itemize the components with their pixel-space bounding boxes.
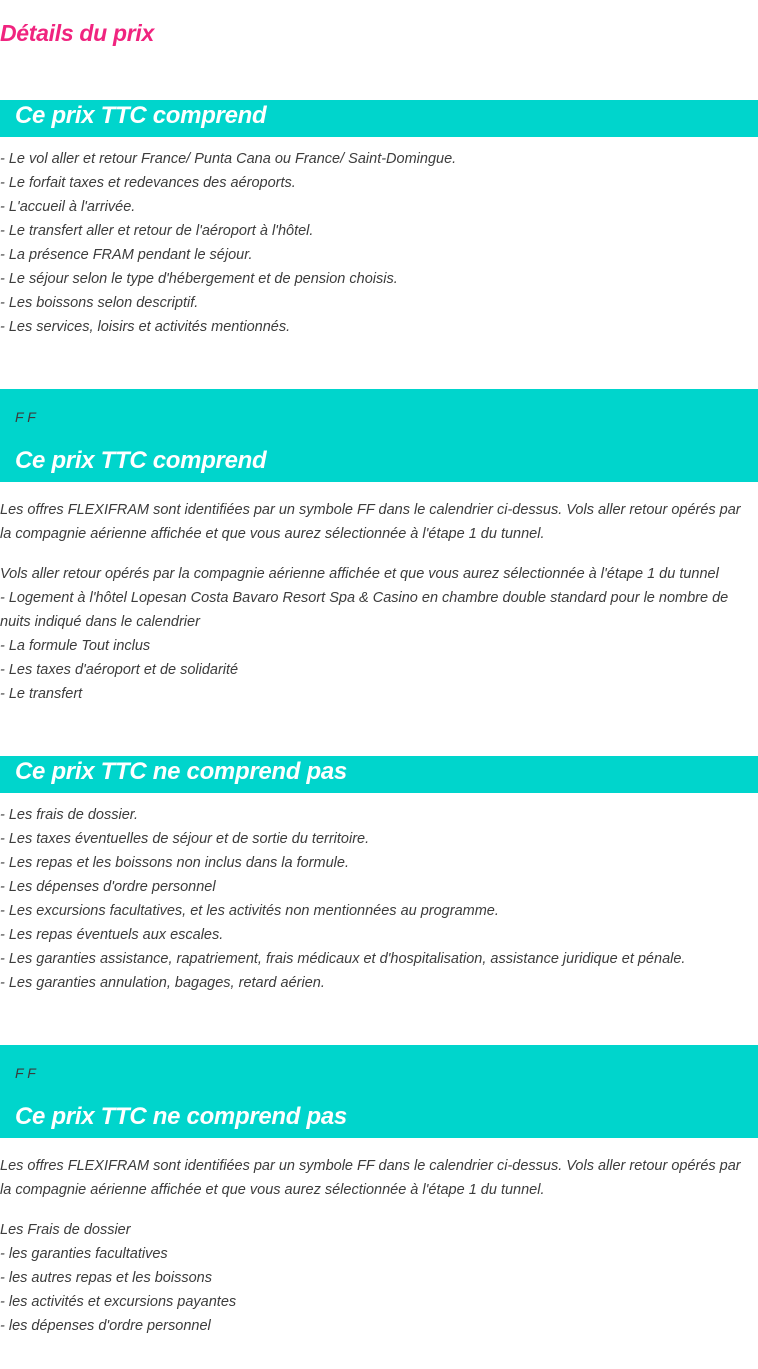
list-item: - Les boissons selon descriptif. (0, 295, 199, 311)
flexifram-label: F F (15, 1065, 36, 1081)
list-item: - Les garanties annulation, bagages, retard aérien. (0, 975, 325, 991)
list-item: - Les taxes éventuelles de séjour et de sortie du territoire. (0, 831, 370, 847)
section-header-excludes (0, 756, 758, 793)
flexifram-intro: Les offres FLEXIFRAM sont identifiées par un symbole FF dans le calendrier ci-dessus. Vols aller retour opérés par la compagnie aérienne affichée et que vous aurez sélectionnée à l'étape 1 du tunnel. (0, 502, 741, 542)
page-title: Détails du prix (0, 20, 154, 46)
section-header-ff-excludes (0, 1045, 758, 1138)
list-item: - Les repas éventuels aux escales. (0, 927, 224, 943)
list-item: - Les dépenses d'ordre personnel (0, 879, 216, 895)
section-title: Ce prix TTC comprend (15, 102, 267, 129)
flexifram-label: F F (15, 409, 36, 425)
section-title: Ce prix TTC comprend (15, 447, 267, 474)
list-item: - Les garanties assistance, rapatriement, frais médicaux et d'hospitalisation, assistance juridique et pénale. (0, 951, 686, 967)
list-item: - Le forfait taxes et redevances des aéroports. (0, 175, 296, 191)
list-item: - Les frais de dossier. (0, 807, 139, 823)
list-item: - Les excursions facultatives, et les activités non mentionnées au programme. (0, 903, 499, 919)
section-title: Ce prix TTC ne comprend pas (15, 758, 347, 785)
flexifram-excludes-details: Les Frais de dossier - les garanties facultatives - les autres repas et les boissons - les activités et excursions payantes - les dépenses d'ordre personnel (0, 1222, 237, 1334)
flexifram-includes-details: Vols aller retour opérés par la compagnie aérienne affichée et que vous aurez sélectionnée à l'étape 1 du tunnel - Logement à l'hôtel Lopesan Costa Bavaro Resort Spa & Casino en chambre double standard pour le nombre de nuits indiqué dans le calendrier - La formule Tout inclus - Les taxes d'aéroport et de solidarité - Le transfert (0, 566, 729, 702)
list-item: - Le séjour selon le type d'hébergement et de pension choisis. (0, 271, 398, 287)
excludes-list (0, 803, 758, 995)
list-item: - La présence FRAM pendant le séjour. (0, 247, 253, 263)
includes-list (0, 147, 758, 339)
section-header-includes (0, 100, 758, 137)
list-item: - Les services, loisirs et activités mentionnés. (0, 319, 291, 335)
list-item: - Le transfert aller et retour de l'aéroport à l'hôtel. (0, 223, 314, 239)
section-title: Ce prix TTC ne comprend pas (15, 1103, 347, 1130)
section-header-ff-includes (0, 389, 758, 482)
list-item: - Le vol aller et retour France/ Punta Cana ou France/ Saint-Domingue. (0, 151, 457, 167)
flexifram-intro: Les offres FLEXIFRAM sont identifiées par un symbole FF dans le calendrier ci-dessus. Vols aller retour opérés par la compagnie aérienne affichée et que vous aurez sélectionnée à l'étape 1 du tunnel. (0, 1158, 741, 1198)
list-item: - Les repas et les boissons non inclus dans la formule. (0, 855, 349, 871)
list-item: - L'accueil à l'arrivée. (0, 199, 136, 215)
